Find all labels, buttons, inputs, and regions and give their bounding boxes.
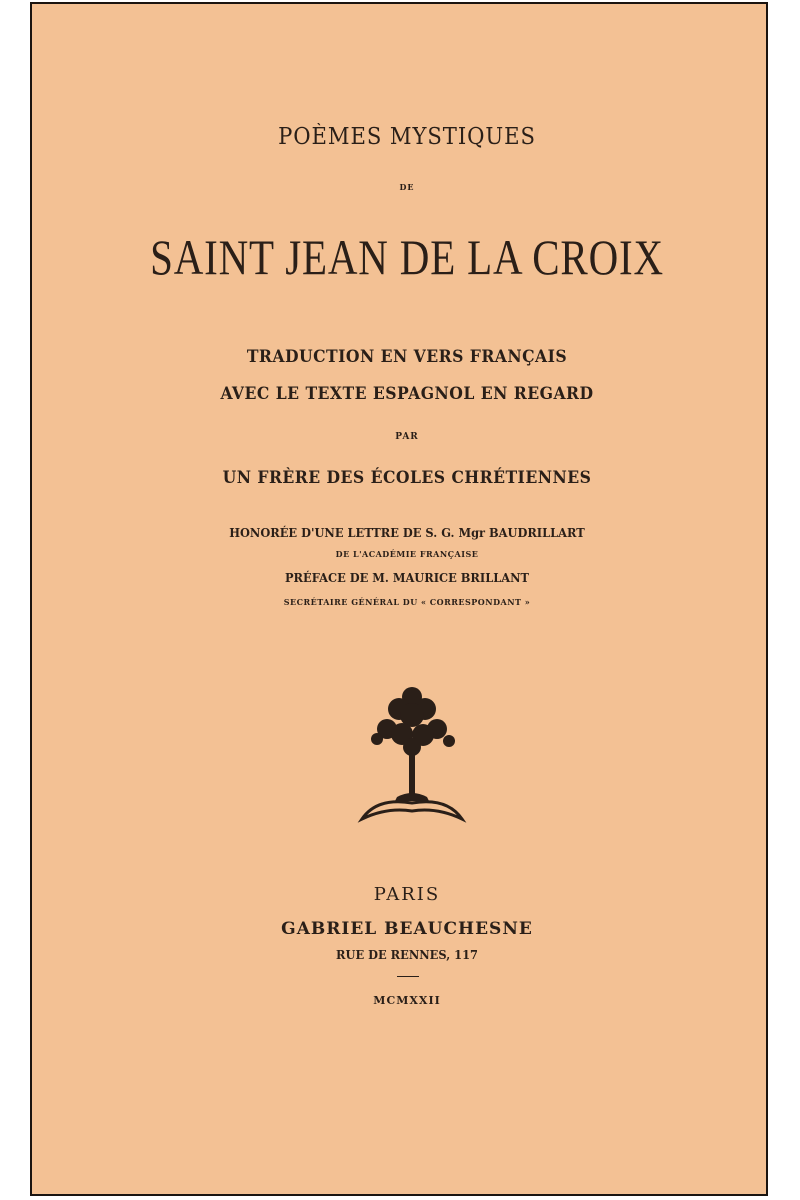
book-cover [30, 2, 768, 1196]
title-de: DE [399, 182, 415, 192]
divider-rule [397, 976, 419, 977]
preface-line: PRÉFACE DE M. MAURICE BRILLANT [284, 571, 530, 585]
publisher: GABRIEL BEAUCHESNE [281, 919, 533, 939]
publisher-address: RUE DE RENNES, 117 [336, 948, 478, 962]
main-title: SAINT JEAN DE LA CROIX [150, 229, 664, 285]
par-label: PAR [395, 432, 419, 442]
honoree-line: HONORÉE D'UNE LETTRE DE S. G. Mgr BAUDRILLART [229, 526, 585, 540]
subtitle-1: TRADUCTION EN VERS FRANÇAIS [246, 347, 568, 367]
subtitle-2: AVEC LE TEXTE ESPAGNOL EN REGARD [220, 384, 594, 404]
tree-emblem-icon [357, 679, 467, 829]
author: UN FRÈRE DES ÉCOLES CHRÉTIENNES [222, 468, 592, 488]
academie-line: DE L'ACADÉMIE FRANÇAISE [335, 549, 479, 559]
publication-year: MCMXXII [373, 994, 441, 1007]
secretaire-line: SECRÉTAIRE GÉNÉRAL DU « CORRESPONDANT » [283, 597, 531, 607]
title-top: POÈMES MYSTIQUES [278, 124, 536, 150]
city: PARIS [373, 884, 441, 905]
